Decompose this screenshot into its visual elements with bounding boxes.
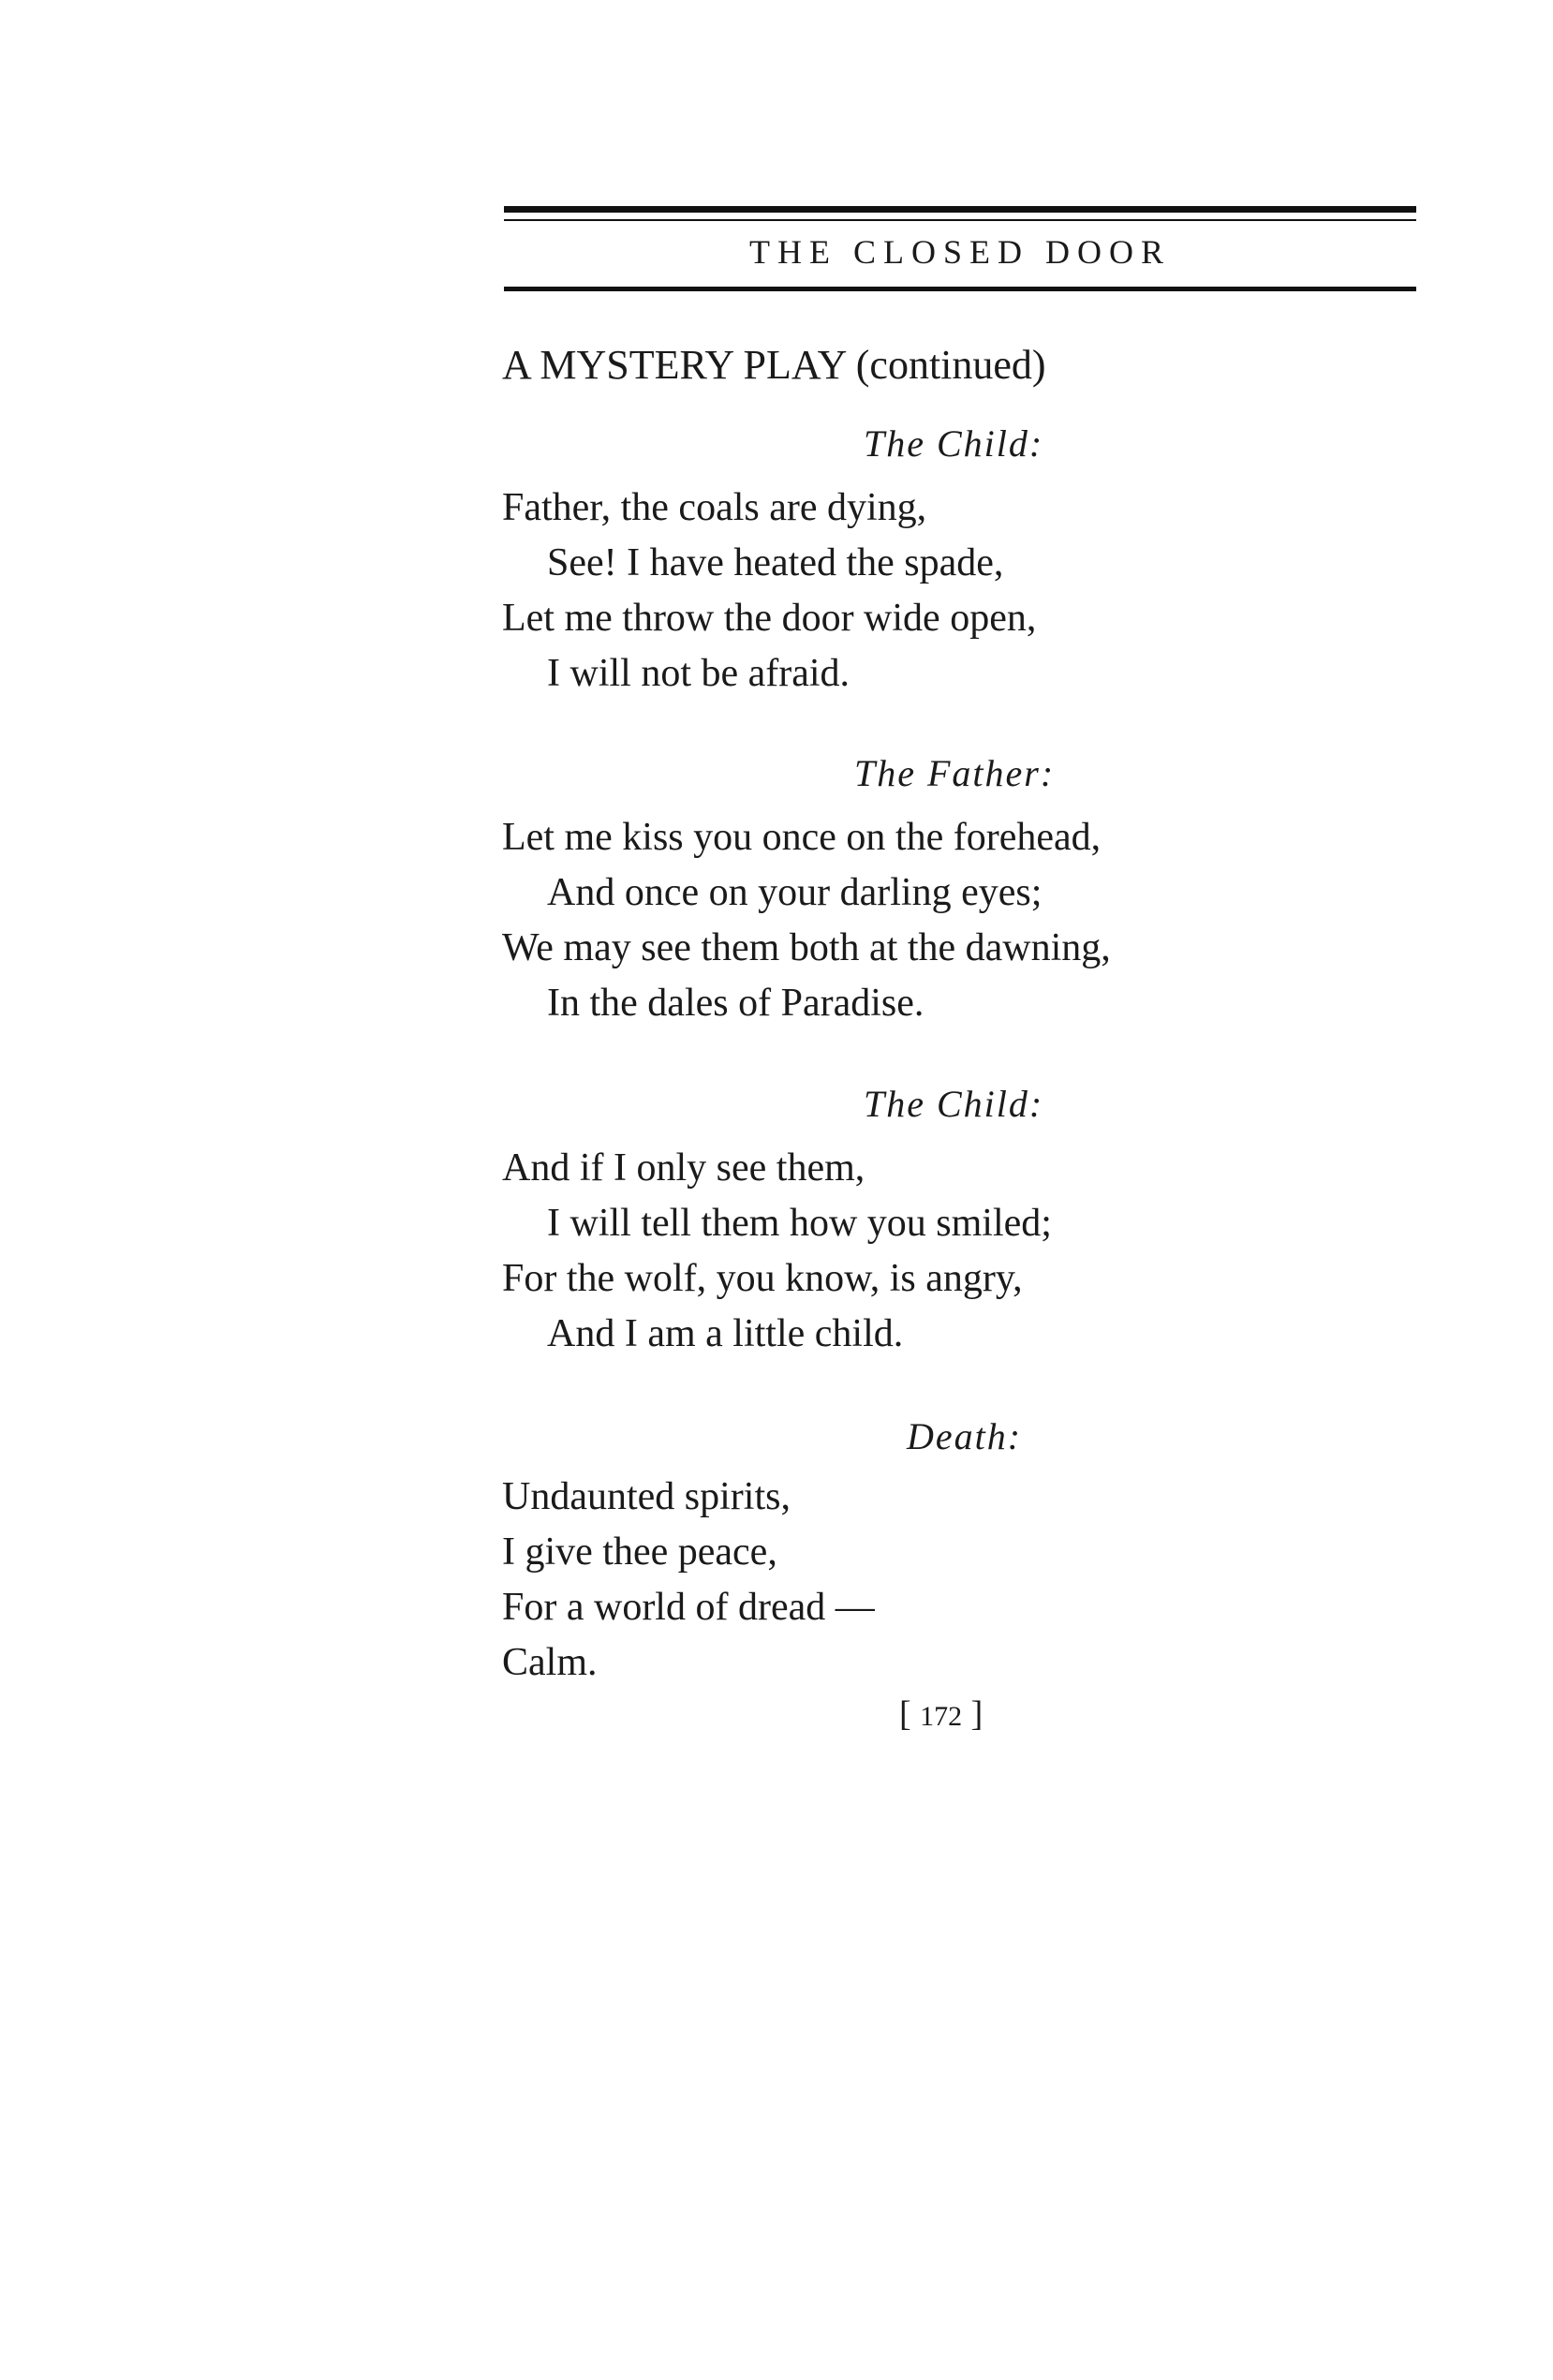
speaker-label: Death: (907, 1415, 1023, 1457)
verse-line: I give thee peace, (502, 1530, 777, 1574)
header-rule-bottom (504, 287, 1416, 291)
speaker-label: The Father: (854, 752, 1056, 794)
speaker-label: The Child: (864, 422, 1044, 465)
verse-line: Let me kiss you once on the forehead, (502, 816, 1102, 859)
verse-line: See! I have heated the spade, (547, 541, 1004, 584)
verse-line: Let me throw the door wide open, (502, 597, 1037, 640)
verse-line: Undaunted spirits, (502, 1475, 791, 1518)
header-rule-thin (504, 219, 1416, 221)
verse-line: For a world of dread — (502, 1586, 875, 1629)
page-number (899, 1692, 983, 1739)
stanza (502, 480, 1036, 702)
verse-line: Calm. (502, 1641, 598, 1684)
stanza (502, 1470, 875, 1691)
page-number-bracket-open: [ (899, 1694, 911, 1734)
page-number-bracket-close: ] (970, 1694, 984, 1734)
page-number-value: 172 (920, 1701, 963, 1732)
speaker-label: The Child: (864, 1083, 1044, 1125)
verse-line: And I am a little child. (547, 1312, 904, 1355)
verse-line: I will not be afraid. (547, 652, 850, 695)
verse-line: And if I only see them, (502, 1146, 865, 1190)
verse-line: In the dales of Paradise. (547, 982, 924, 1025)
stanza (502, 810, 1111, 1031)
verse-line: For the wolf, you know, is angry, (502, 1257, 1023, 1300)
verse-line: And once on your darling eyes; (547, 871, 1043, 914)
running-head: THE CLOSED DOOR (749, 233, 1171, 271)
section-title: A MYSTERY PLAY (continued) (502, 342, 1046, 388)
verse-line: I will tell them how you smiled; (547, 1202, 1052, 1245)
verse-line: We may see them both at the dawning, (502, 926, 1111, 969)
verse-line: Father, the coals are dying, (502, 486, 927, 529)
stanza (502, 1141, 1052, 1362)
header-rule-thick (504, 206, 1416, 213)
